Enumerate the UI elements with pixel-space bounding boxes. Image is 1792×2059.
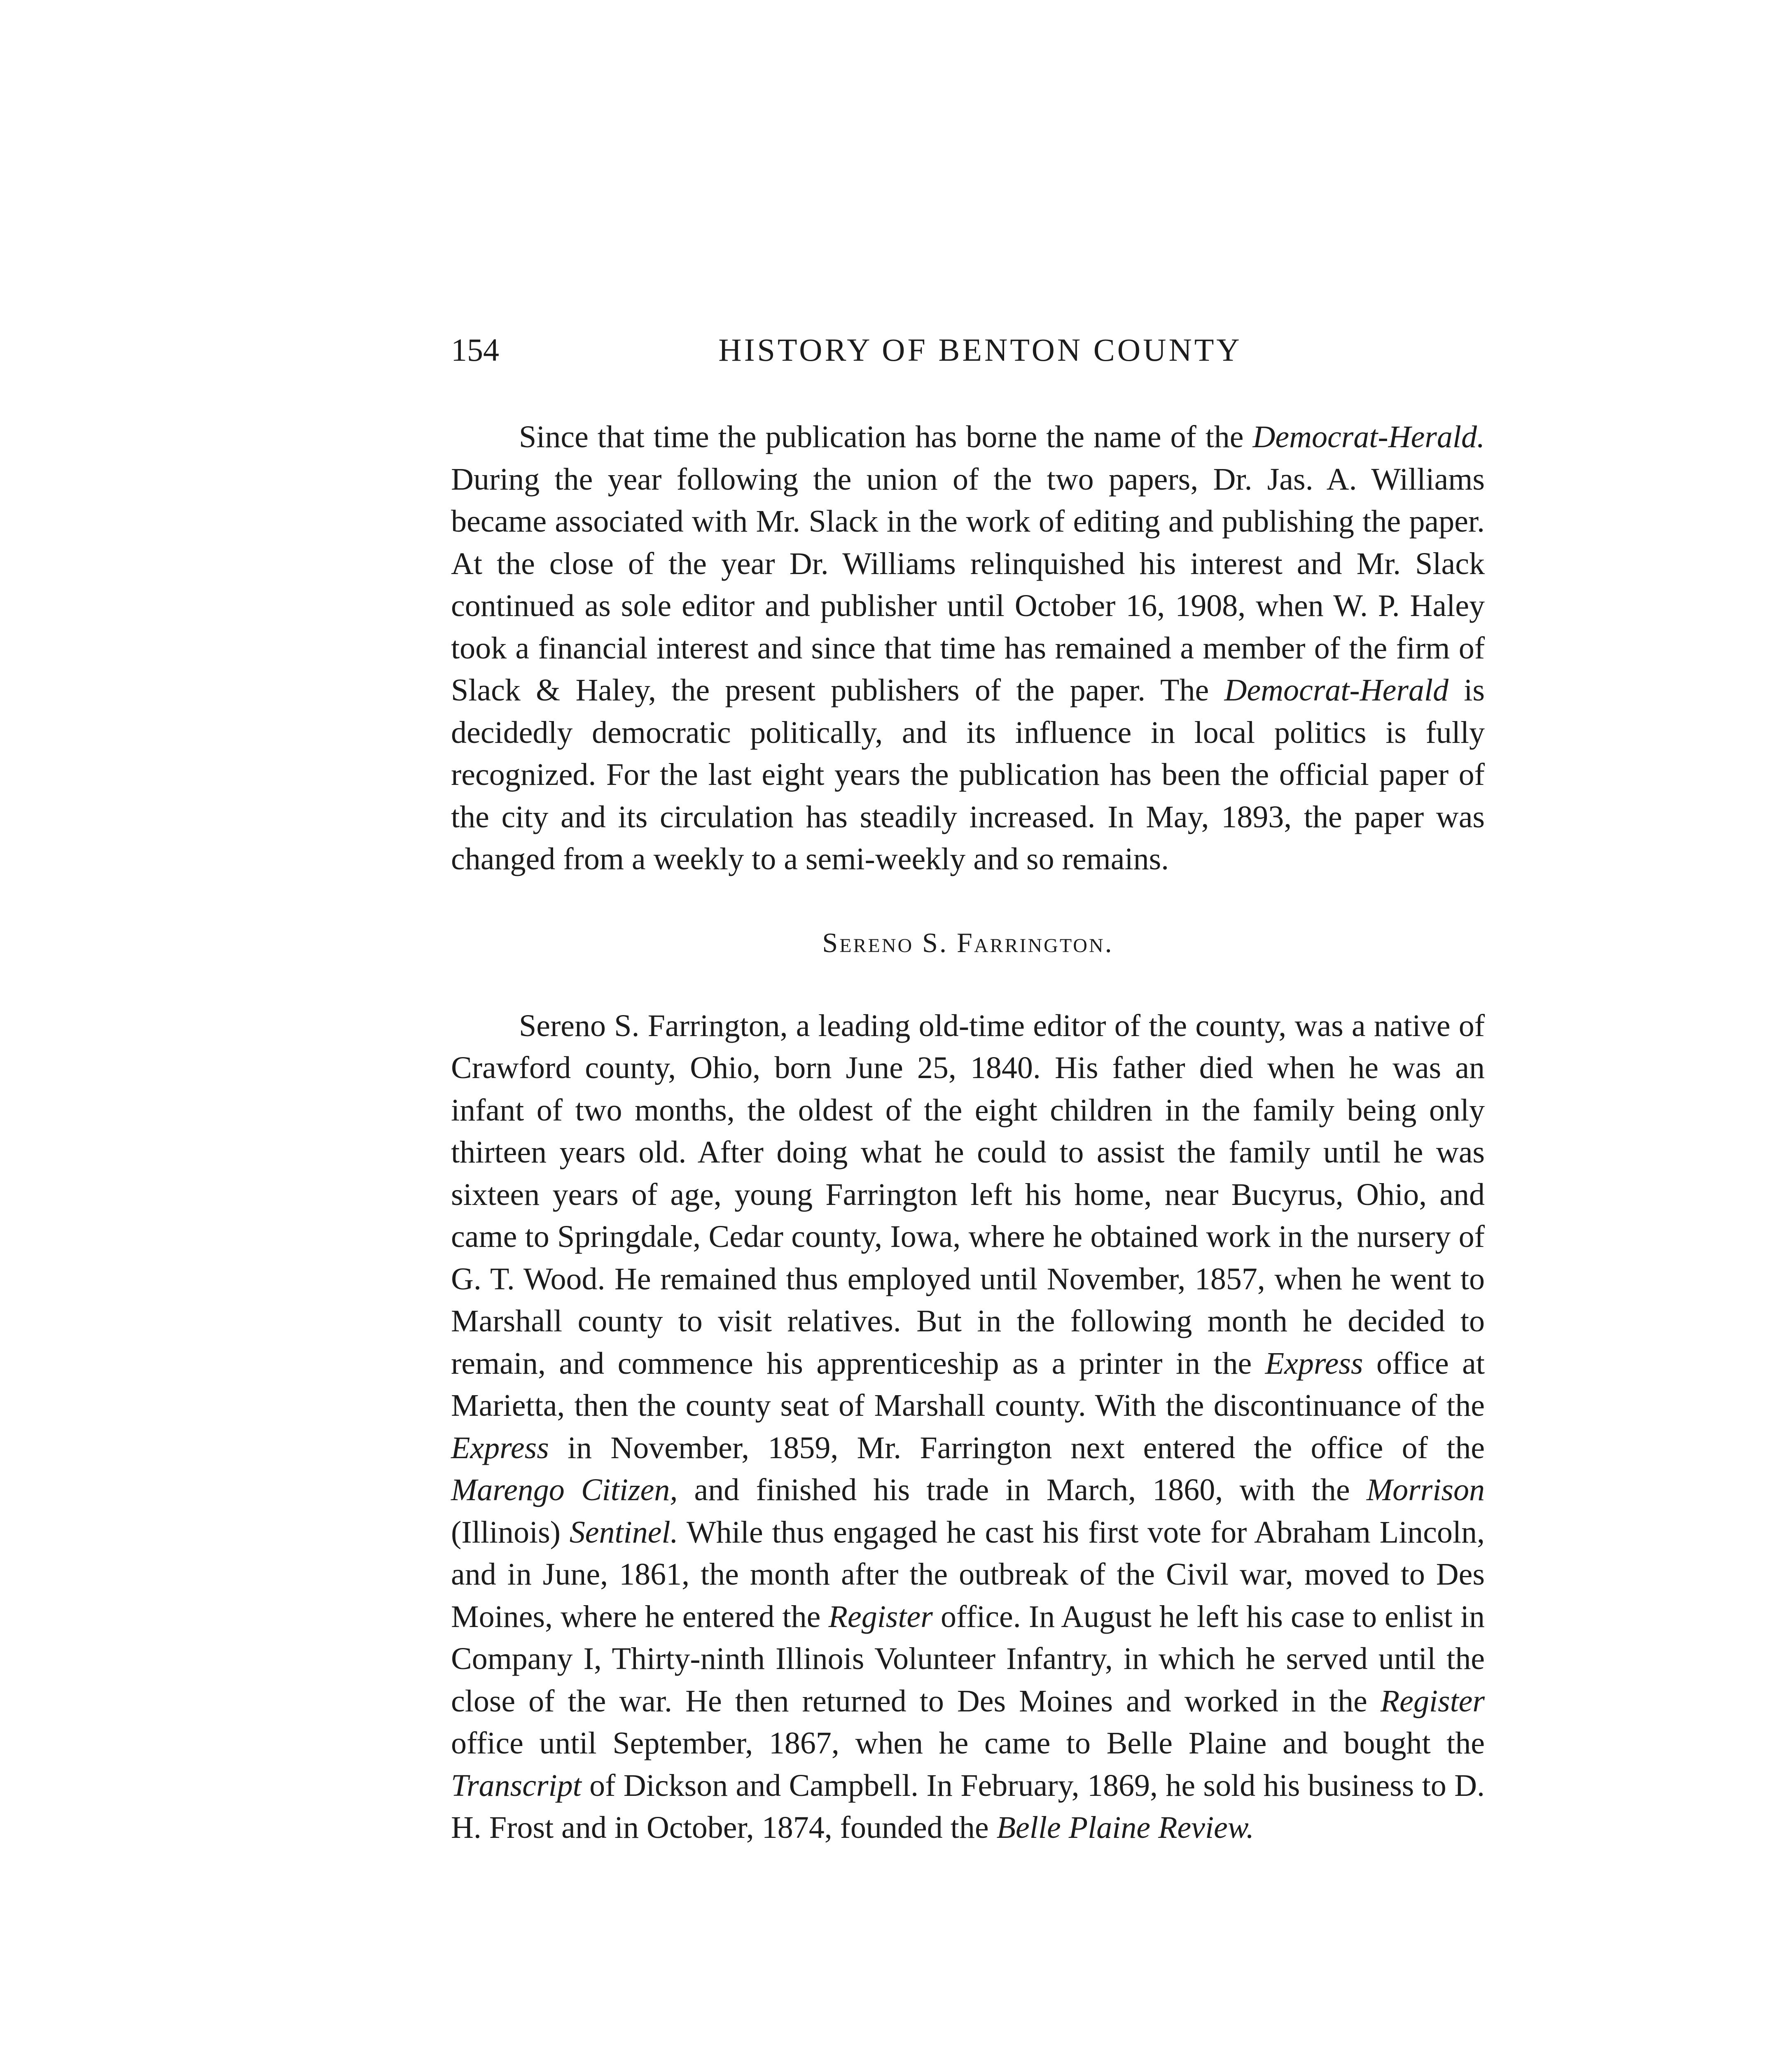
text-run: is decidedly democratic politically, and its influence in local politics is fully recognized. For the last eight years the publication has been the official paper of the city and its circulation has steadily increased. In May, 1893, the paper was changed from a weekly to a semi-weekly and so remains.	[451, 673, 1485, 876]
newspaper-title: Register	[828, 1599, 933, 1634]
text-run: Since that time the publication has borne the name of the	[519, 420, 1253, 454]
newspaper-title: Express	[1265, 1346, 1363, 1381]
newspaper-title: Marengo Citizen,	[451, 1473, 678, 1507]
paragraph-democrat-herald	[451, 416, 1485, 880]
section-heading: Sereno S. Farrington.	[822, 927, 1114, 958]
running-head	[451, 329, 1485, 375]
book-page	[451, 329, 1485, 1849]
text-run: office until September, 1867, when he came to Belle Plaine and bought the	[451, 1726, 1485, 1760]
text-run: of Dickson and Campbell. In February, 1869, he sold his business to D. H. Frost and in October, 1874, founded the	[451, 1768, 1485, 1845]
text-run: While thus engaged he cast his first vote for Abraham Lincoln, and in June, 1861, the month after the outbreak of the Civil war, moved to Des Moines, where he entered the	[451, 1515, 1485, 1634]
book-title: HISTORY OF BENTON COUNTY	[718, 332, 1242, 368]
page-number: 154	[451, 332, 499, 368]
newspaper-title: Register	[1380, 1683, 1485, 1718]
text-run: (Illinois)	[451, 1515, 570, 1550]
newspaper-title: Democrat-Herald.	[1252, 420, 1485, 454]
newspaper-title: Democrat-Herald	[1224, 673, 1449, 707]
text-run: During the year following the union of the two papers, Dr. Jas. A. Williams became associated with Mr. Slack in the work of editing and publishing the paper. At the close of the year Dr. Williams relinquished his interest and Mr. Slack continued as sole editor and publisher until October 16, 1908, when W. P. Haley took a financial interest and since that time has remained a member of the firm of Slack & Haley, the present publishers of the paper. The	[451, 462, 1485, 707]
text-run: office at Marietta, then the county seat of Marshall county. With the discontinuance of the	[451, 1346, 1485, 1423]
text-run: and finished his trade in March, 1860, with the	[678, 1473, 1367, 1507]
newspaper-title: Sentinel.	[569, 1515, 678, 1550]
newspaper-title: Express	[451, 1430, 549, 1465]
text-run: Sereno S. Farrington, a leading old-time editor of the county, was a native of Crawford county, Ohio, born June 25, 1840. His father died when he was an infant of two months, the oldest of the eight children in the family being only thirteen years old. After doing what he could to assist the family until he was sixteen years of age, young Farrington left his home, near Bucyrus, Ohio, and came to Springdale, Cedar county, Iowa, where he obtained work in the nursery of G. T. Wood. He remained thus employed until November, 1857, when he went to Marshall county to visit relatives. But in the following month he decided to remain, and commence his apprenticeship as a printer in the	[451, 1008, 1485, 1381]
text-run: office. In August he left his case to enlist in Company I, Thirty-ninth Illinois Volunteer Infantry, in which he served until the close of the war. He then returned to Des Moines and worked in the	[451, 1599, 1485, 1718]
text-run: in November, 1859, Mr. Farrington next entered the office of the	[549, 1430, 1485, 1465]
newspaper-title: Morrison	[1366, 1473, 1485, 1507]
paragraph-farrington-biography	[451, 1005, 1485, 1849]
newspaper-title: Belle Plaine Review.	[996, 1810, 1254, 1845]
newspaper-title: Transcript	[451, 1768, 582, 1803]
